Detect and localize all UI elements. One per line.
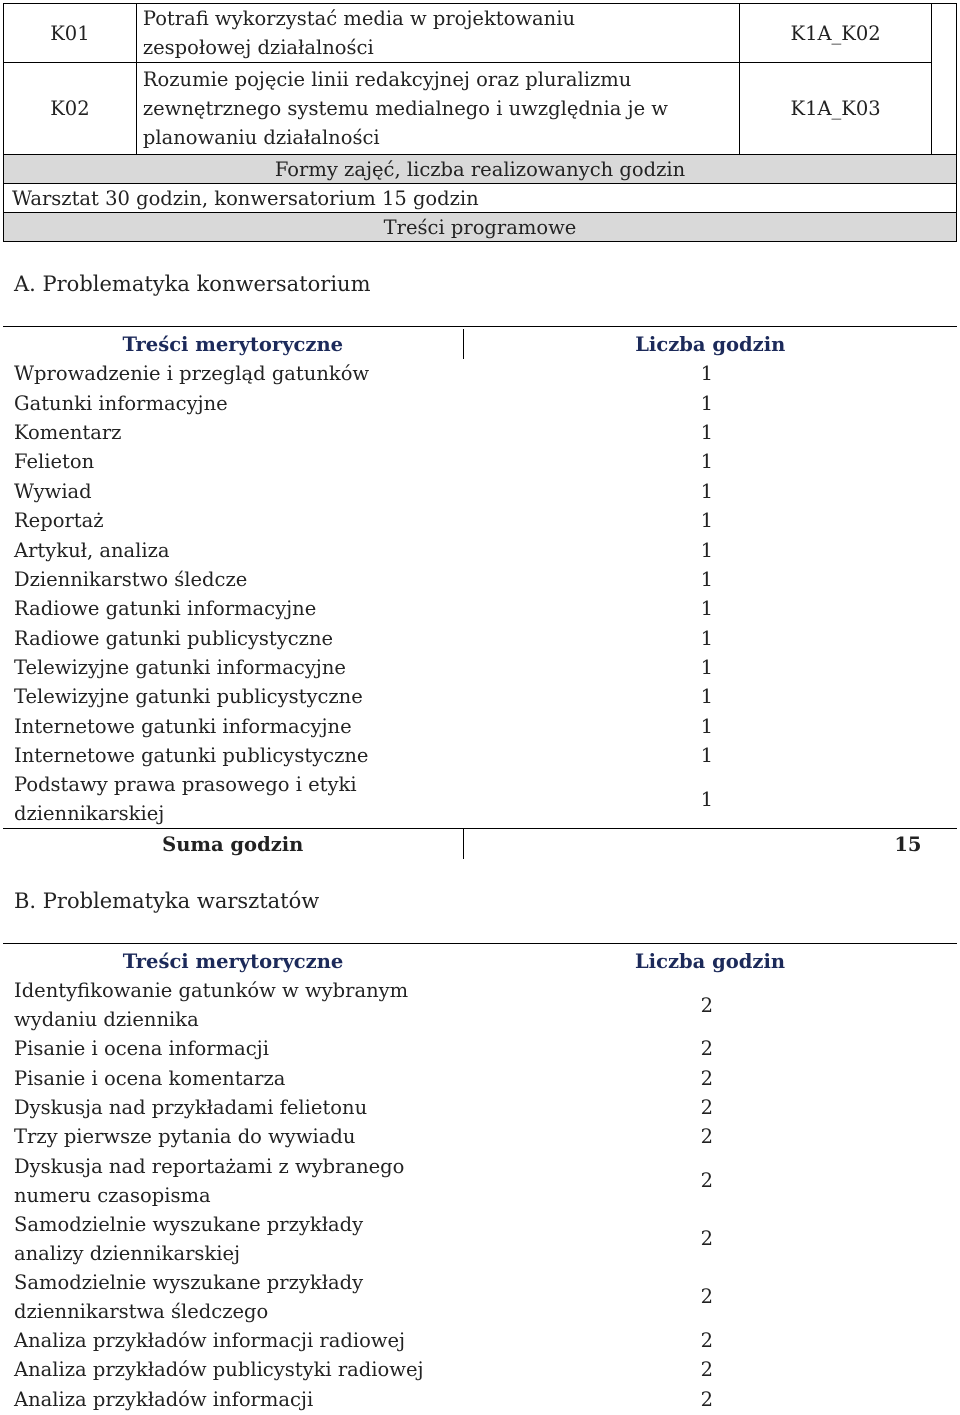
row-hours-cell <box>463 477 957 506</box>
outcome-code: K02 <box>4 63 137 155</box>
table-row <box>3 1384 957 1413</box>
row-hours: 1 <box>700 420 713 444</box>
row-hours: 1 <box>700 714 713 738</box>
row-content <box>3 418 463 447</box>
table-row <box>3 682 957 711</box>
row-hours: 2 <box>700 1227 713 1251</box>
table-row <box>3 976 957 1034</box>
row-content-line: Felieton <box>14 450 95 474</box>
outcome-text-line: Potrafi wykorzystać media w projektowaniu <box>142 7 576 30</box>
row-hours: 2 <box>700 1328 713 1352</box>
table-row <box>3 1326 957 1355</box>
table-row <box>3 1122 957 1151</box>
outcome-reference: K1A_K03 <box>740 63 932 155</box>
row-hours-cell <box>463 418 957 447</box>
row-hours-cell <box>463 359 957 388</box>
row-content-line: Samodzielnie wyszukane przykłady <box>14 1270 364 1294</box>
row-hours-cell <box>463 1355 957 1384</box>
row-hours: 2 <box>700 1037 713 1061</box>
row-content <box>3 1093 463 1122</box>
table-row <box>3 565 957 594</box>
empty-cell <box>932 4 957 155</box>
row-content <box>3 1355 463 1384</box>
row-hours: 1 <box>700 362 713 386</box>
row-content <box>3 741 463 770</box>
row-content-line: Komentarz <box>14 420 122 444</box>
row-hours: 2 <box>700 1387 713 1411</box>
row-content-line: dziennikarstwa śledczego <box>14 1299 269 1323</box>
table-row <box>3 477 957 506</box>
row-content-line: Internetowe gatunki informacyjne <box>14 714 352 738</box>
table-row <box>3 1063 957 1092</box>
table-row <box>3 1210 957 1268</box>
row-content-line: Analiza przykładów informacji radiowej <box>14 1328 406 1352</box>
row-hours-cell <box>463 594 957 623</box>
row-hours: 2 <box>700 1095 713 1119</box>
table-row <box>3 388 957 417</box>
row-hours: 1 <box>700 391 713 415</box>
col-header-content: Treści merytoryczne <box>122 332 344 356</box>
row-hours: 2 <box>700 993 713 1017</box>
table-row <box>3 712 957 741</box>
row-content-line: Podstawy prawa prasowego i etyki <box>14 773 357 797</box>
row-hours-cell <box>463 447 957 476</box>
row-hours-cell <box>463 1326 957 1355</box>
sum-row <box>3 829 957 859</box>
row-hours: 1 <box>700 479 713 503</box>
row-content-line: Analiza przykładów publicystyki radiowej <box>14 1358 424 1382</box>
row-content <box>3 770 463 829</box>
row-hours: 1 <box>700 656 713 680</box>
row-hours-cell <box>463 1268 957 1326</box>
section-b-rows <box>3 976 957 1414</box>
table-row <box>3 624 957 653</box>
row-hours: 2 <box>700 1066 713 1090</box>
table-row <box>3 359 957 388</box>
row-content <box>3 1384 463 1413</box>
row-hours-cell <box>463 1063 957 1092</box>
outcome-text <box>136 63 739 155</box>
sum-value: 15 <box>894 832 922 856</box>
row-hours-cell <box>463 770 957 829</box>
table-header-row <box>3 329 957 359</box>
row-hours-cell <box>463 1122 957 1151</box>
row-content <box>3 1122 463 1151</box>
row-content-line: analizy dziennikarskiej <box>14 1241 241 1265</box>
row-hours: 1 <box>700 744 713 768</box>
row-hours: 2 <box>700 1169 713 1193</box>
row-content <box>3 388 463 417</box>
table-row <box>3 1355 957 1384</box>
row-content <box>3 624 463 653</box>
table-row <box>3 1268 957 1326</box>
row-content <box>3 359 463 388</box>
row-hours: 1 <box>700 626 713 650</box>
row-content <box>3 1268 463 1326</box>
table-row <box>3 594 957 623</box>
row-hours: 1 <box>700 509 713 533</box>
row-hours-cell <box>463 712 957 741</box>
row-hours-cell <box>463 1034 957 1063</box>
row-content-line: Reportaż <box>14 509 104 533</box>
row-hours: 1 <box>700 597 713 621</box>
table-row <box>3 447 957 476</box>
row-content-line: Dziennikarstwo śledcze <box>14 567 248 591</box>
row-content-line: Radiowe gatunki informacyjne <box>14 597 317 621</box>
row-content <box>3 712 463 741</box>
row-content-line: Artykuł, analiza <box>14 538 170 562</box>
outcome-text-line: planowaniu działalności <box>142 126 380 149</box>
section-a-title: A. Problematyka konwersatorium <box>14 272 371 296</box>
row-content <box>3 1326 463 1355</box>
row-content <box>3 447 463 476</box>
row-hours-cell <box>463 741 957 770</box>
row-hours: 2 <box>700 1125 713 1149</box>
row-hours-cell <box>463 624 957 653</box>
divider <box>3 326 957 327</box>
row-content <box>3 477 463 506</box>
outcome-row <box>4 63 957 155</box>
section-a-table <box>3 329 957 859</box>
section-b-title: B. Problematyka warsztatów <box>14 889 320 913</box>
row-content-line: Identyfikowanie gatunków w wybranym <box>14 979 409 1002</box>
row-hours-cell <box>463 1152 957 1210</box>
sum-label: Suma godzin <box>162 832 304 856</box>
row-hours: 1 <box>700 787 713 811</box>
row-hours: 2 <box>700 1285 713 1309</box>
row-content <box>3 1210 463 1268</box>
row-hours-cell <box>463 565 957 594</box>
table-header-row <box>3 946 957 976</box>
col-header-hours: Liczba godzin <box>634 949 786 973</box>
row-content-line: Telewizyjne gatunki publicystyczne <box>14 685 363 709</box>
table-row <box>3 1034 957 1063</box>
table-row <box>3 535 957 564</box>
row-hours-cell <box>463 1093 957 1122</box>
section-a-rows <box>3 359 957 829</box>
row-hours-cell <box>463 976 957 1034</box>
outcome-reference: K1A_K02 <box>740 4 932 63</box>
sum-value-cell <box>463 829 957 859</box>
forms-heading: Formy zajęć, liczba realizowanych godzin <box>4 155 957 184</box>
row-content-line: Dyskusja nad przykładami felietonu <box>14 1095 368 1119</box>
row-hours-cell <box>463 535 957 564</box>
row-hours-cell <box>463 388 957 417</box>
outcome-text-line: zespołowej działalności <box>142 36 374 59</box>
row-content <box>3 565 463 594</box>
row-hours: 1 <box>700 450 713 474</box>
row-hours: 1 <box>700 685 713 709</box>
row-content-line: Pisanie i ocena komentarza <box>14 1066 286 1090</box>
outcome-text <box>136 4 739 63</box>
row-hours-cell <box>463 1210 957 1268</box>
row-content-line: Internetowe gatunki publicystyczne <box>14 744 369 768</box>
row-content-line: Wprowadzenie i przegląd gatunków <box>14 362 370 386</box>
col-header-hours: Liczba godzin <box>463 329 957 359</box>
table-row <box>3 1093 957 1122</box>
row-content-line: Radiowe gatunki publicystyczne <box>14 626 334 650</box>
row-content <box>3 653 463 682</box>
row-content <box>3 682 463 711</box>
table-row <box>3 418 957 447</box>
row-content <box>3 594 463 623</box>
row-content <box>3 1034 463 1063</box>
row-content-line: Dyskusja nad reportażami z wybranego <box>14 1154 405 1178</box>
row-hours: 1 <box>700 538 713 562</box>
outcome-text-line: zewnętrznego systemu medialnego i uwzględnia je w <box>142 97 668 120</box>
row-content-line: Telewizyjne gatunki informacyjne <box>14 656 346 680</box>
row-hours: 1 <box>700 567 713 591</box>
divider <box>3 943 957 944</box>
row-content <box>3 1063 463 1092</box>
row-content <box>3 1152 463 1210</box>
row-content-line: numeru czasopisma <box>14 1183 211 1207</box>
outcome-row <box>4 4 957 63</box>
row-hours-cell <box>463 1384 957 1413</box>
row-content-line: wydaniu dziennika <box>14 1008 199 1031</box>
outcome-text-line: Rozumie pojęcie linii redakcyjnej oraz pluralizmu <box>142 68 632 91</box>
row-content-line: dziennikarskiej <box>14 802 165 826</box>
row-hours-cell <box>463 506 957 535</box>
row-content <box>3 976 463 1034</box>
row-hours-cell <box>463 653 957 682</box>
row-content <box>3 506 463 535</box>
program-heading: Treści programowe <box>4 213 957 242</box>
section-b-table <box>3 946 957 1414</box>
row-content-line: Samodzielnie wyszukane przykłady <box>14 1212 364 1236</box>
row-content-line: Trzy pierwsze pytania do wywiadu <box>14 1125 356 1149</box>
outcome-code: K01 <box>4 4 137 63</box>
forms-text: Warsztat 30 godzin, konwersatorium 15 godzin <box>4 184 957 213</box>
table-row <box>3 770 957 829</box>
table-row <box>3 653 957 682</box>
table-row <box>3 1152 957 1210</box>
row-content-line: Pisanie i ocena informacji <box>14 1037 269 1061</box>
row-content <box>3 535 463 564</box>
row-hours-cell <box>463 682 957 711</box>
row-content-line: Analiza przykładów informacji <box>14 1387 314 1411</box>
table-row <box>3 506 957 535</box>
row-content-line: Gatunki informacyjne <box>14 391 228 415</box>
col-header-content: Treści merytoryczne <box>122 949 344 973</box>
row-content-line: Wywiad <box>14 479 92 503</box>
row-hours: 2 <box>700 1358 713 1382</box>
learning-outcomes-table <box>3 3 957 242</box>
table-row <box>3 741 957 770</box>
